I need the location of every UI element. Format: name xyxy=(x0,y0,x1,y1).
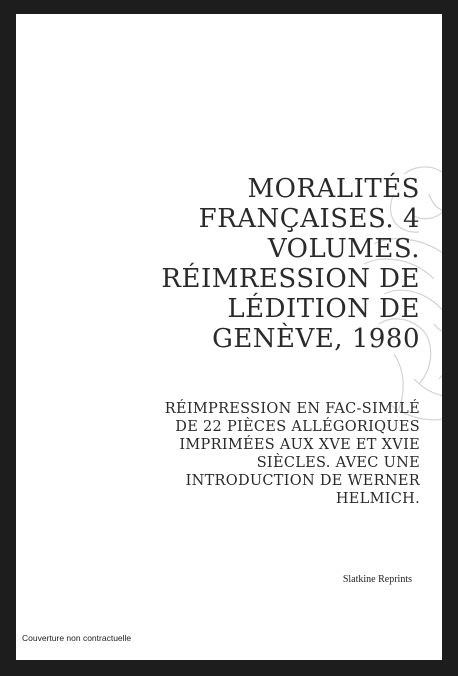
book-subtitle xyxy=(120,400,420,508)
subtitle-line: HELMICH. xyxy=(335,491,420,507)
title-line: MORALITÉS xyxy=(247,174,420,204)
title-line: VOLUMES. xyxy=(267,234,420,264)
subtitle-line: RÉIMPRESSION EN FAC-SIMILÉ xyxy=(164,401,420,417)
book-cover xyxy=(16,14,442,660)
subtitle-line: SIÈCLES. AVEC UNE xyxy=(256,455,420,471)
subtitle-line: IMPRIMÉES AUX XVE ET XVIE xyxy=(179,437,420,453)
book-title xyxy=(120,174,420,354)
subtitle-line: INTRODUCTION DE WERNER xyxy=(185,473,420,489)
cover-disclaimer: Couverture non contractuelle xyxy=(22,633,132,643)
title-line: RÉIMRESSION DE xyxy=(161,264,420,294)
publisher-name: Slatkine Reprints xyxy=(342,574,412,585)
title-line: GENÈVE, 1980 xyxy=(212,324,420,354)
title-line: FRANÇAISES. 4 xyxy=(198,204,420,234)
subtitle-line: DE 22 PIÈCES ALLÉGORIQUES xyxy=(175,419,420,435)
title-line: LÉDITION DE xyxy=(227,294,420,324)
